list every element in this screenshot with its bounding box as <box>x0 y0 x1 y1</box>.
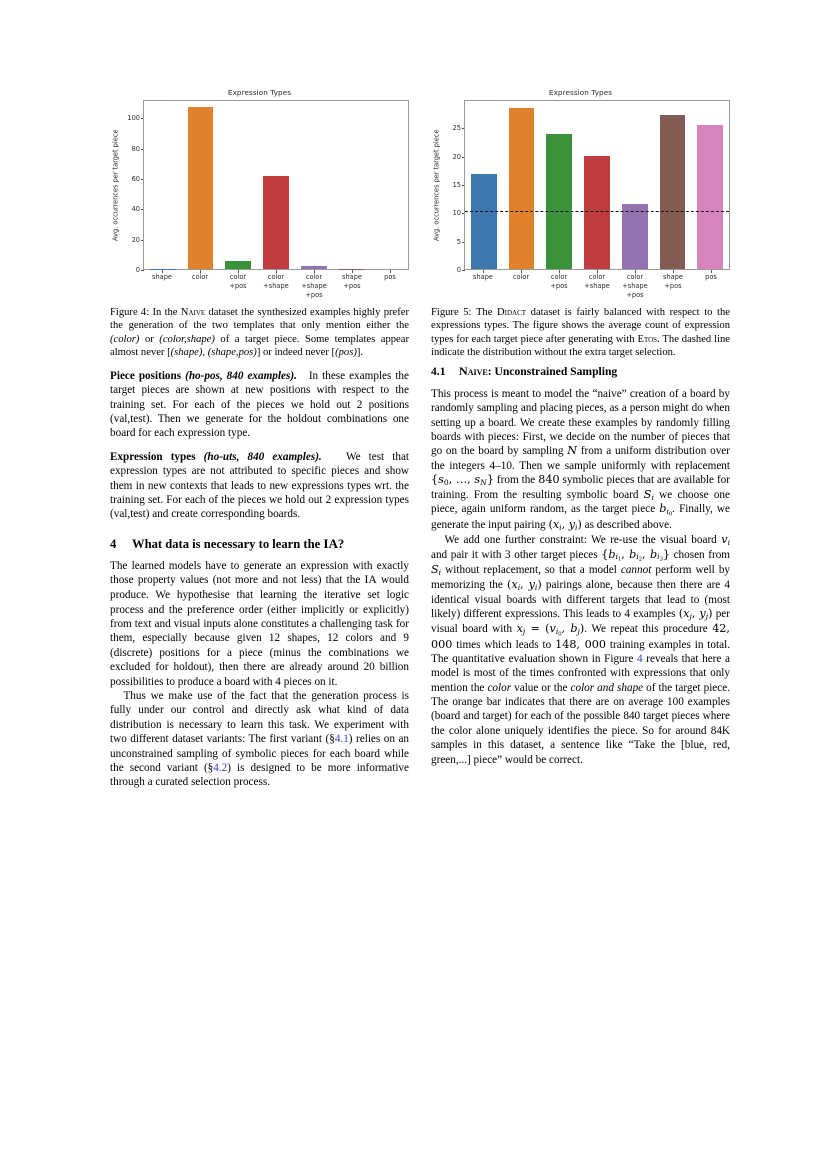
x-tick-line: color <box>626 273 644 281</box>
chart-area <box>431 100 730 274</box>
caption-fragment: ] or indeed never [ <box>256 347 336 359</box>
x-tick-line: shape <box>342 273 362 281</box>
caption-fragment: (shape) <box>170 347 203 359</box>
x-tick-label <box>295 270 333 300</box>
y-tick-label: 25 <box>452 124 461 133</box>
figure-5-caption-text <box>431 307 730 359</box>
x-tick-line: color <box>191 273 209 281</box>
x-tick-line: pos <box>384 273 396 281</box>
bar-series <box>465 101 729 269</box>
chart-area <box>110 100 409 274</box>
tick-mark <box>314 270 315 273</box>
paragraph-expression-types <box>110 450 409 522</box>
x-tick-label <box>181 270 219 300</box>
tp-part2: from a uniform distribution over the integers 4–10. Then we sample uniformly with replacement <box>431 445 730 472</box>
figure-5-label: Figure 5: <box>431 306 472 318</box>
section-title-smallcaps: IA <box>323 535 338 551</box>
math-148000: 148, 000 <box>555 637 606 651</box>
x-axis-ticks <box>464 270 730 300</box>
bar <box>263 176 289 269</box>
c-part1: We add one further constraint: We re-use the visual board <box>444 533 722 546</box>
x-axis-ticks <box>143 270 409 300</box>
italic-color: color <box>487 681 512 694</box>
caption-fragment: (pos) <box>335 347 357 359</box>
x-tick-line: +shape <box>622 281 648 290</box>
tick-mark <box>711 270 712 273</box>
c-part7: per visual board with <box>431 608 730 635</box>
section-number: 4 <box>110 536 117 551</box>
runin-piece-positions: Piece positions <box>110 369 182 382</box>
tick-mark <box>276 270 277 273</box>
learned-models-sc-ia: IA <box>364 573 377 587</box>
y-tick-label: 5 <box>456 237 461 246</box>
section-title-before: What data is necessary to learn the <box>132 536 324 551</box>
thus-part1: Thus we make use of the fact that the generation process is fully under our control and directly ask what kind of data distribution is necessary to learn this task. We experiment with two different dataset variants: The first variant (§ <box>110 689 409 746</box>
bar-slot <box>503 101 541 269</box>
x-tick-line: +pos <box>229 281 247 290</box>
subsection-number: 4.1 <box>431 364 446 378</box>
c-part11: reveals that here a model is most of the times confronted with expressions that only mention the <box>431 652 730 694</box>
y-tick-label: 10 <box>452 209 461 218</box>
paragraph-expression-types-text: We test that expression types are not attributed to specific pieces and show them in new contexts that leads to new expressions types wrt. the training set. For each of the pieces we hold out 2 expression types (val,test) and create corresponding boards. <box>110 450 410 521</box>
paragraph-piece-positions <box>110 369 409 441</box>
runin-piece-positions-italic: (ho-pos, 840 examples). <box>185 369 297 382</box>
x-tick-label <box>578 270 616 300</box>
x-tick-line: color <box>229 273 247 281</box>
plot-area <box>464 100 730 270</box>
tp-part3: from the <box>493 474 539 487</box>
x-tick-label <box>333 270 371 300</box>
tp-part1: This process is meant to model the “naive” creation of a board by randomly sampling and placing pieces, as a person might do when setting up a board. We create these examples by randomly filling boards with pieces: First, we decide on the number of pieces that go on the board by sampling <box>431 387 730 458</box>
y-tick-label: 15 <box>452 181 461 189</box>
x-tick-label <box>502 270 540 300</box>
c-part9: times which leads to <box>452 638 556 651</box>
right-column <box>431 88 730 790</box>
page-content <box>110 88 730 790</box>
x-tick-line: +pos <box>664 281 682 290</box>
x-tick-label <box>654 270 692 300</box>
threshold-dashed-line <box>465 211 729 212</box>
math-sample-set: {$s_0$, …, $s_N$} <box>431 473 494 487</box>
x-tick-line: +pos <box>550 281 568 290</box>
caption-fragment: dataset the synthesized examples highly prefer the generation of the two templates that only mention either the <box>110 306 409 332</box>
figure-4 <box>110 88 409 360</box>
cross-ref-section-42[interactable]: 4.2 <box>213 761 228 774</box>
c-part12: value or the <box>511 681 571 694</box>
bar <box>188 107 214 269</box>
tick-mark <box>559 270 560 273</box>
x-tick-line: color <box>512 273 530 281</box>
caption-fragment: (shape,pos) <box>207 347 257 359</box>
caption-fragment: Didact <box>497 306 527 318</box>
caption-fragment: dataset is fairly balanced with respect to the expressions types. The figure shows the average count of expression types for each target piece after generating with <box>431 306 730 345</box>
c-part5: perform well by memorizing the <box>431 564 731 592</box>
subsection-title-rest: : Unconstrained Sampling <box>487 364 618 378</box>
section-title-after: ? <box>337 536 345 551</box>
x-tick-label <box>219 270 257 300</box>
c-part2: and pair it with 3 other target pieces <box>431 548 602 561</box>
caption-fragment: In the <box>152 306 181 318</box>
y-tick-label: 100 <box>127 114 140 123</box>
section-heading-4 <box>110 536 409 552</box>
runin-expression-types-italic: (ho-uts, 840 examples). <box>203 450 322 463</box>
tick-mark <box>483 270 484 273</box>
c-part4: without replacement, so that a model <box>441 564 621 577</box>
bar-slot <box>616 101 654 269</box>
tick-mark <box>521 270 522 273</box>
thus-part2: ) relies on an unconstrained sampling of symbolic pieces for each board while the second variant (§ <box>110 733 410 774</box>
tp-part4: symbolic pieces that are available for training. From the resulting symbolic board <box>431 474 731 501</box>
paragraph-thus <box>110 689 409 790</box>
subsection-heading-41 <box>431 364 730 379</box>
x-tick-line: shape <box>663 273 683 281</box>
runin-expression-types: Expression types <box>110 450 196 463</box>
y-tick-label: 40 <box>131 205 140 214</box>
figure-5 <box>431 88 730 360</box>
bar-slot <box>182 101 220 269</box>
paragraph-learned-models <box>110 559 409 689</box>
y-axis-ticks <box>121 100 143 274</box>
left-column <box>110 88 409 790</box>
y-axis-label: Avg. occurrences per target piece <box>111 129 120 241</box>
figure-4-label: Figure 4: <box>110 306 150 318</box>
tp-part7: as described above. <box>581 519 672 532</box>
math-N: N <box>567 444 578 458</box>
tick-mark <box>597 270 598 273</box>
bar-slot <box>654 101 692 269</box>
tick-mark <box>162 270 163 273</box>
tick-mark <box>352 270 353 273</box>
math-xj-def: $x_j = (v_{i_0}$, $b_j$) <box>516 621 585 637</box>
caption-fragment: or <box>139 333 160 345</box>
y-tick-label: 0 <box>456 266 461 274</box>
bar <box>471 174 497 269</box>
x-tick-line: +pos <box>626 290 644 299</box>
caption-fragment: ]. <box>356 347 364 359</box>
y-tick-label: 20 <box>131 235 140 244</box>
x-tick-line: color <box>550 273 568 281</box>
x-tick-label <box>540 270 578 300</box>
cross-ref-figure-4[interactable]: 4 <box>637 652 643 665</box>
c-part13: of the target piece. The orange bar indicates that there are on average 100 examples (board and target) for each of the possible 840 target pieces where the color alone uniquely identifies the piece. So for around 84K samples in this dataset, a sentence like “Take the [blue, red, green,...] piece” would be correct. <box>431 681 730 766</box>
math-vi: $v_i$ <box>721 532 730 547</box>
chart-title: Expression Types <box>548 88 613 97</box>
x-tick-line: +shape <box>263 281 289 290</box>
cross-ref-section-41[interactable]: 4.1 <box>334 733 349 746</box>
caption-fragment: The <box>475 306 498 318</box>
x-tick-line: shape <box>152 273 172 281</box>
c-part8: . We repeat this procedure <box>584 622 713 635</box>
x-tick-line: color <box>267 273 285 281</box>
c-part3: chosen from <box>669 548 730 561</box>
tp-part6: . Finally, we generate the input pairing <box>431 503 730 532</box>
caption-fragment: Naive <box>180 306 206 318</box>
tick-mark <box>673 270 674 273</box>
math-Si-2: $S_i$ <box>431 563 442 578</box>
x-tick-line: shape <box>473 273 493 281</box>
bar <box>301 266 327 269</box>
caption-fragment: of a target piece. Some templates appear almost never [ <box>110 333 409 359</box>
tick-mark <box>200 270 201 273</box>
bar <box>622 204 648 269</box>
bar <box>509 108 535 269</box>
bar <box>546 134 572 269</box>
italic-cannot: cannot <box>620 564 652 577</box>
x-tick-line: color <box>305 273 323 281</box>
bar-series <box>144 101 408 269</box>
math-840: 840 <box>538 473 560 487</box>
math-xj-yj: ($x_j$, $y_j$) <box>678 607 713 621</box>
plot-area <box>143 100 409 270</box>
chart-title: Expression Types <box>227 88 292 97</box>
bar-slot <box>333 101 371 269</box>
figure-4-caption-text <box>110 307 409 359</box>
y-axis-ticks <box>442 100 464 274</box>
learned-models-part2: would produce. We hypothesise that learning the iterative set logic process and the preference order (either implicitly or explicitly) from text and visual inputs alone constitutes a challenging task for them, especially because given 12 shapes, 12 colors and 9 (discrete) positions for a piece (minus the combinations we excluded for holdout), then there are already around 20 billion possibilities to produce a board with 4 pieces on it. <box>110 574 409 688</box>
bar-slot <box>257 101 295 269</box>
x-tick-line: color <box>588 273 606 281</box>
x-tick-label <box>692 270 730 300</box>
bar-slot <box>370 101 408 269</box>
caption-fragment: Etos <box>637 333 658 345</box>
bar-slot <box>465 101 503 269</box>
y-tick-label: 60 <box>131 174 140 183</box>
x-tick-line: +pos <box>343 281 361 290</box>
math-xi-yi-2: ($x_i$, $y_i$) <box>507 578 542 592</box>
two-column-layout <box>110 88 730 790</box>
tick-mark <box>390 270 391 273</box>
x-tick-label <box>257 270 295 300</box>
bar <box>697 125 723 269</box>
italic-color-and-shape: color and shape <box>570 681 644 694</box>
bar-slot <box>295 101 333 269</box>
y-tick-label: 0 <box>135 266 140 274</box>
paragraph-piece-positions-text: In these examples the target pieces are shown at new positions with respect to the training set. For each of the pieces we hold out 2 positions (val,test). Then we generate for the holdout combinations one board for each expression type. <box>110 369 409 440</box>
caption-fragment: , <box>202 347 208 359</box>
paragraph-this-process <box>431 387 730 533</box>
tick-mark <box>238 270 239 273</box>
x-tick-label <box>616 270 654 300</box>
subsection-title-smallcaps: Naive <box>459 363 488 378</box>
x-tick-line: pos <box>705 273 717 281</box>
bar-slot <box>144 101 182 269</box>
bar-slot <box>219 101 257 269</box>
x-tick-line: +shape <box>584 281 610 290</box>
figure-5-caption <box>431 306 730 360</box>
learned-models-part1: The learned models have to generate an expression with exactly those property values (not more and not less) that the <box>110 559 409 587</box>
caption-fragment: (color) <box>110 333 140 345</box>
math-Si: $S_i$ <box>643 487 654 502</box>
x-tick-label <box>464 270 502 300</box>
x-tick-line: +pos <box>305 290 323 299</box>
bar-slot <box>578 101 616 269</box>
math-b-set: {$b_{i_1}$, $b_{i_2}$, $b_{i_3}$} <box>601 547 670 563</box>
math-42000: 42, 000 <box>431 621 730 651</box>
caption-fragment: (color,shape) <box>159 333 215 345</box>
thus-part3: ) is designed to be more informative through a curated selection process. <box>110 761 409 789</box>
tp-part5: we choose one piece, again uniform random, as the target piece <box>431 488 730 516</box>
bar-slot <box>691 101 729 269</box>
y-axis-label: Avg. occurrences per target piece <box>432 129 441 241</box>
c-part6: pairings alone, because then there are 4 identical visual boards with different targets that lead to (most likely) different expressions. This leads to 4 examples <box>431 579 730 621</box>
x-tick-line: +shape <box>301 281 327 290</box>
bar-slot <box>540 101 578 269</box>
y-tick-label: 80 <box>131 144 140 153</box>
x-tick-label <box>143 270 181 300</box>
c-part10: training examples in total. The quantitative evaluation shown in Figure <box>431 638 730 665</box>
x-tick-label <box>371 270 409 300</box>
bar <box>660 115 686 269</box>
caption-fragment: . The dashed line indicate the distribution without the extra target selection. <box>431 333 730 359</box>
y-tick-label: 20 <box>452 152 461 161</box>
bar <box>225 261 251 269</box>
tick-mark <box>635 270 636 273</box>
paragraph-constraint <box>431 533 730 767</box>
math-bi0: $b_{i_0}$ <box>659 502 673 518</box>
figure-4-caption <box>110 306 409 360</box>
math-xi-yi: ($x_i$, $y_i$) <box>548 518 582 533</box>
